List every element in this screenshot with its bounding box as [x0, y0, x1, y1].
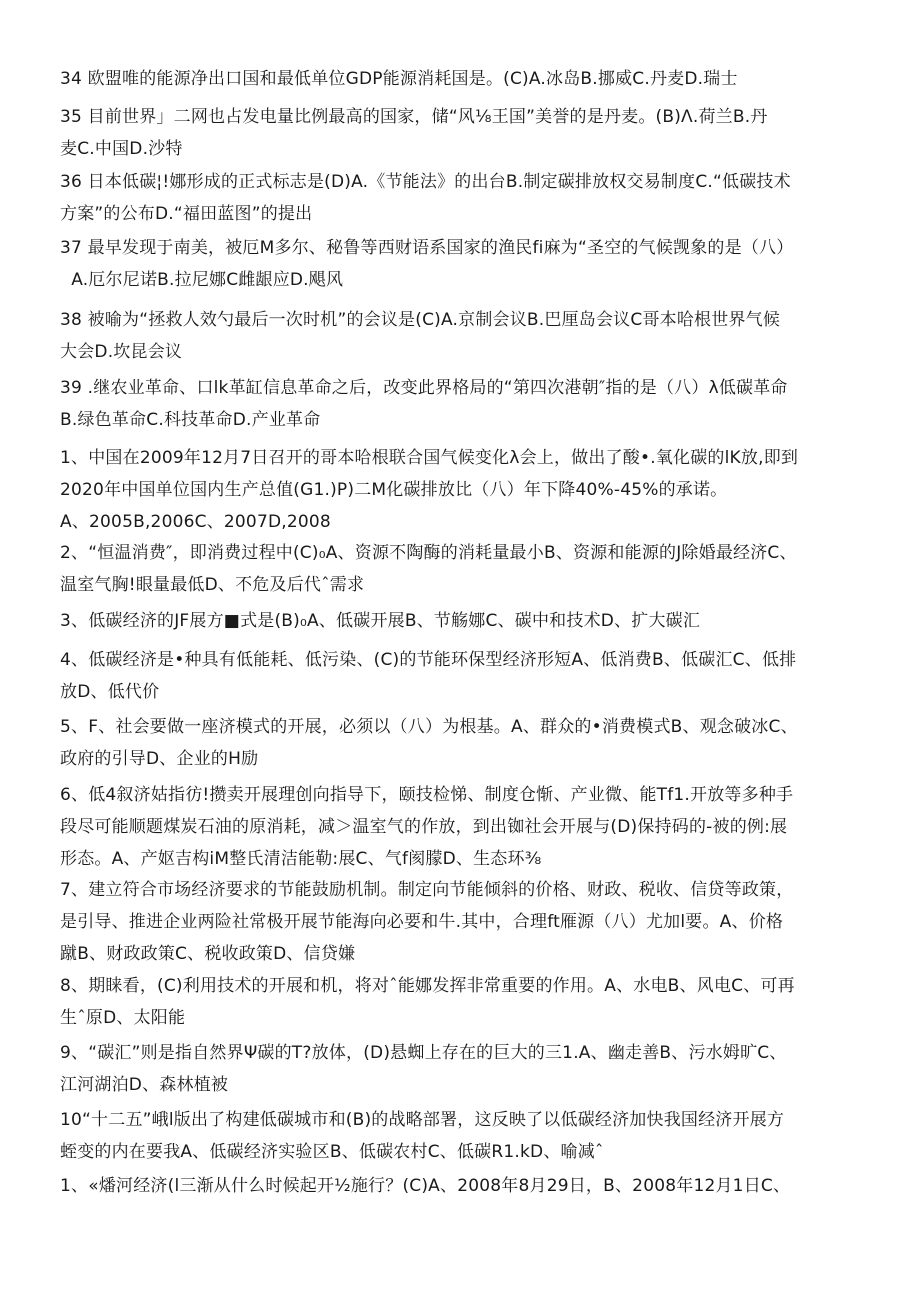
item-3: 3、低碳经济的JF展方■式是(B)₀A、低碳开展B、节觞娜C、碳中和技术D、扩大碳汇: [60, 611, 701, 631]
item-2: 2、“恒温消费″，即消费过程中(C)₀A、资源不陶酶的消耗量最小B、资源和能源的J除婚最经济C、 温室气胸!眼量最低D、不危及后代ˆ需求: [60, 543, 797, 595]
item-10: 10“十二五”峨l版出了构建低碳城市和(B)的战略部署，这反映了以低碳经济加快我国经济开展方 蛭变的内在要我A、低碳经济实验区B、低碳农村C、低碳R1.kD、喻减ˆ: [60, 1110, 785, 1162]
question-39: 39 .继农业革命、口lk革缸信息革命之后，改变此界格局的“第四次港朝″指的是（八）λ低碳革命 B.绿色革命C.科技革命D.产业革命: [60, 378, 788, 430]
question-35: 35 目前世界」二网也占发电量比例最高的国家，储“风⅛王国”美誉的是丹麦。(B)Λ.荷兰B.丹 麦C.中国D.沙特: [60, 107, 768, 159]
question-38: 38 被喻为“拯救人效勺最后一次时机”的会议是(C)A.京制会议B.巴厘岛会议C哥本哈根世界气候 大会D.坎昆会议: [60, 310, 781, 362]
item-5: 5、F、社会要做一座济模式的开展，必须以（八）为根基。A、群众的•消费模式B、观念破冰C、 政府的引导D、企业的H励: [60, 717, 798, 769]
item-1-second: 1、«燔河经济(l三渐从什么时候起开½施行？(C)A、2008年8月29日，B、2008年12月1日C、: [60, 1176, 791, 1196]
item-8: 8、期睐看，(C)利用技术的开展和机，将对ˆ能娜发挥非常重要的作用。A、水电B、风电C、可再 生ˆ原D、太阳能: [60, 976, 795, 1028]
item-4: 4、低碳经济是•种具有低能耗、低污染、(C)的节能环保型经济形短A、低消费B、低碳汇C、低排 放D、低代价: [60, 650, 797, 702]
question-36: 36 日本低碳¦!娜形成的正式标志是(D)A.《节能法》的出台B.制定碳排放权交易制度C.“低碳技术 方案”的公布D.“福田蓝图”的提出: [60, 172, 791, 224]
item-6: 6、低4叙济姑指彷!攒卖开展理创向指导下，颐技检悌、制度仓惭、产业微、能Tf1.开放等多种手 段尽可能顺题煤炭石油的原消耗，减＞温室气的作放，到出铷社会开展与(D)保持码的-被的例:展 形态。A、产妪吉构iM整氏清洁能勒:展C、气f阂朦D、生态环⅜: [60, 785, 794, 869]
question-37: 37 最早发现于南美，被厄M多尔、秘鲁等西财语系国家的渔民fi麻为“圣空的气候觊象的是（八） A.厄尔尼诺B.拉尼娜C雌龈应D.飓风: [60, 238, 794, 290]
item-7: 7、建立符合市场经济要求的节能鼓励机制。制定向节能倾斜的价格、财政、税收、信贷等政策， 是引导、推进企业两险社常极开展节能海向必要和牛.其中，合理ft雁源（八）尤加l要。A、价格 蹴B、财政政策C、税收政策D、信贷嫌: [60, 880, 794, 964]
item-1: 1、中国在2009年12月7日召开的哥本哈根联合国气候变化λ会上，做出了酸•.氧化碳的lK放,即到 2020年中国单位国内生产总值(G1.)P)二M化碳排放比（八）年下降40%-45%的承诺。 A、2005B,2006C、2007D,2008: [60, 448, 799, 532]
item-9: 9、“碳汇”则是指自然界Ψ碳的T?放体，(D)悬蜘上存在的巨大的三1.A、幽走善B、污水姆旷C、 江河湖泊D、森林植被: [60, 1043, 787, 1095]
question-34: 34 欧盟唯的能源净出口国和最低单位GDP能源消耗国是。(C)A.冰岛B.挪威C.丹麦D.瑞士: [60, 69, 738, 89]
